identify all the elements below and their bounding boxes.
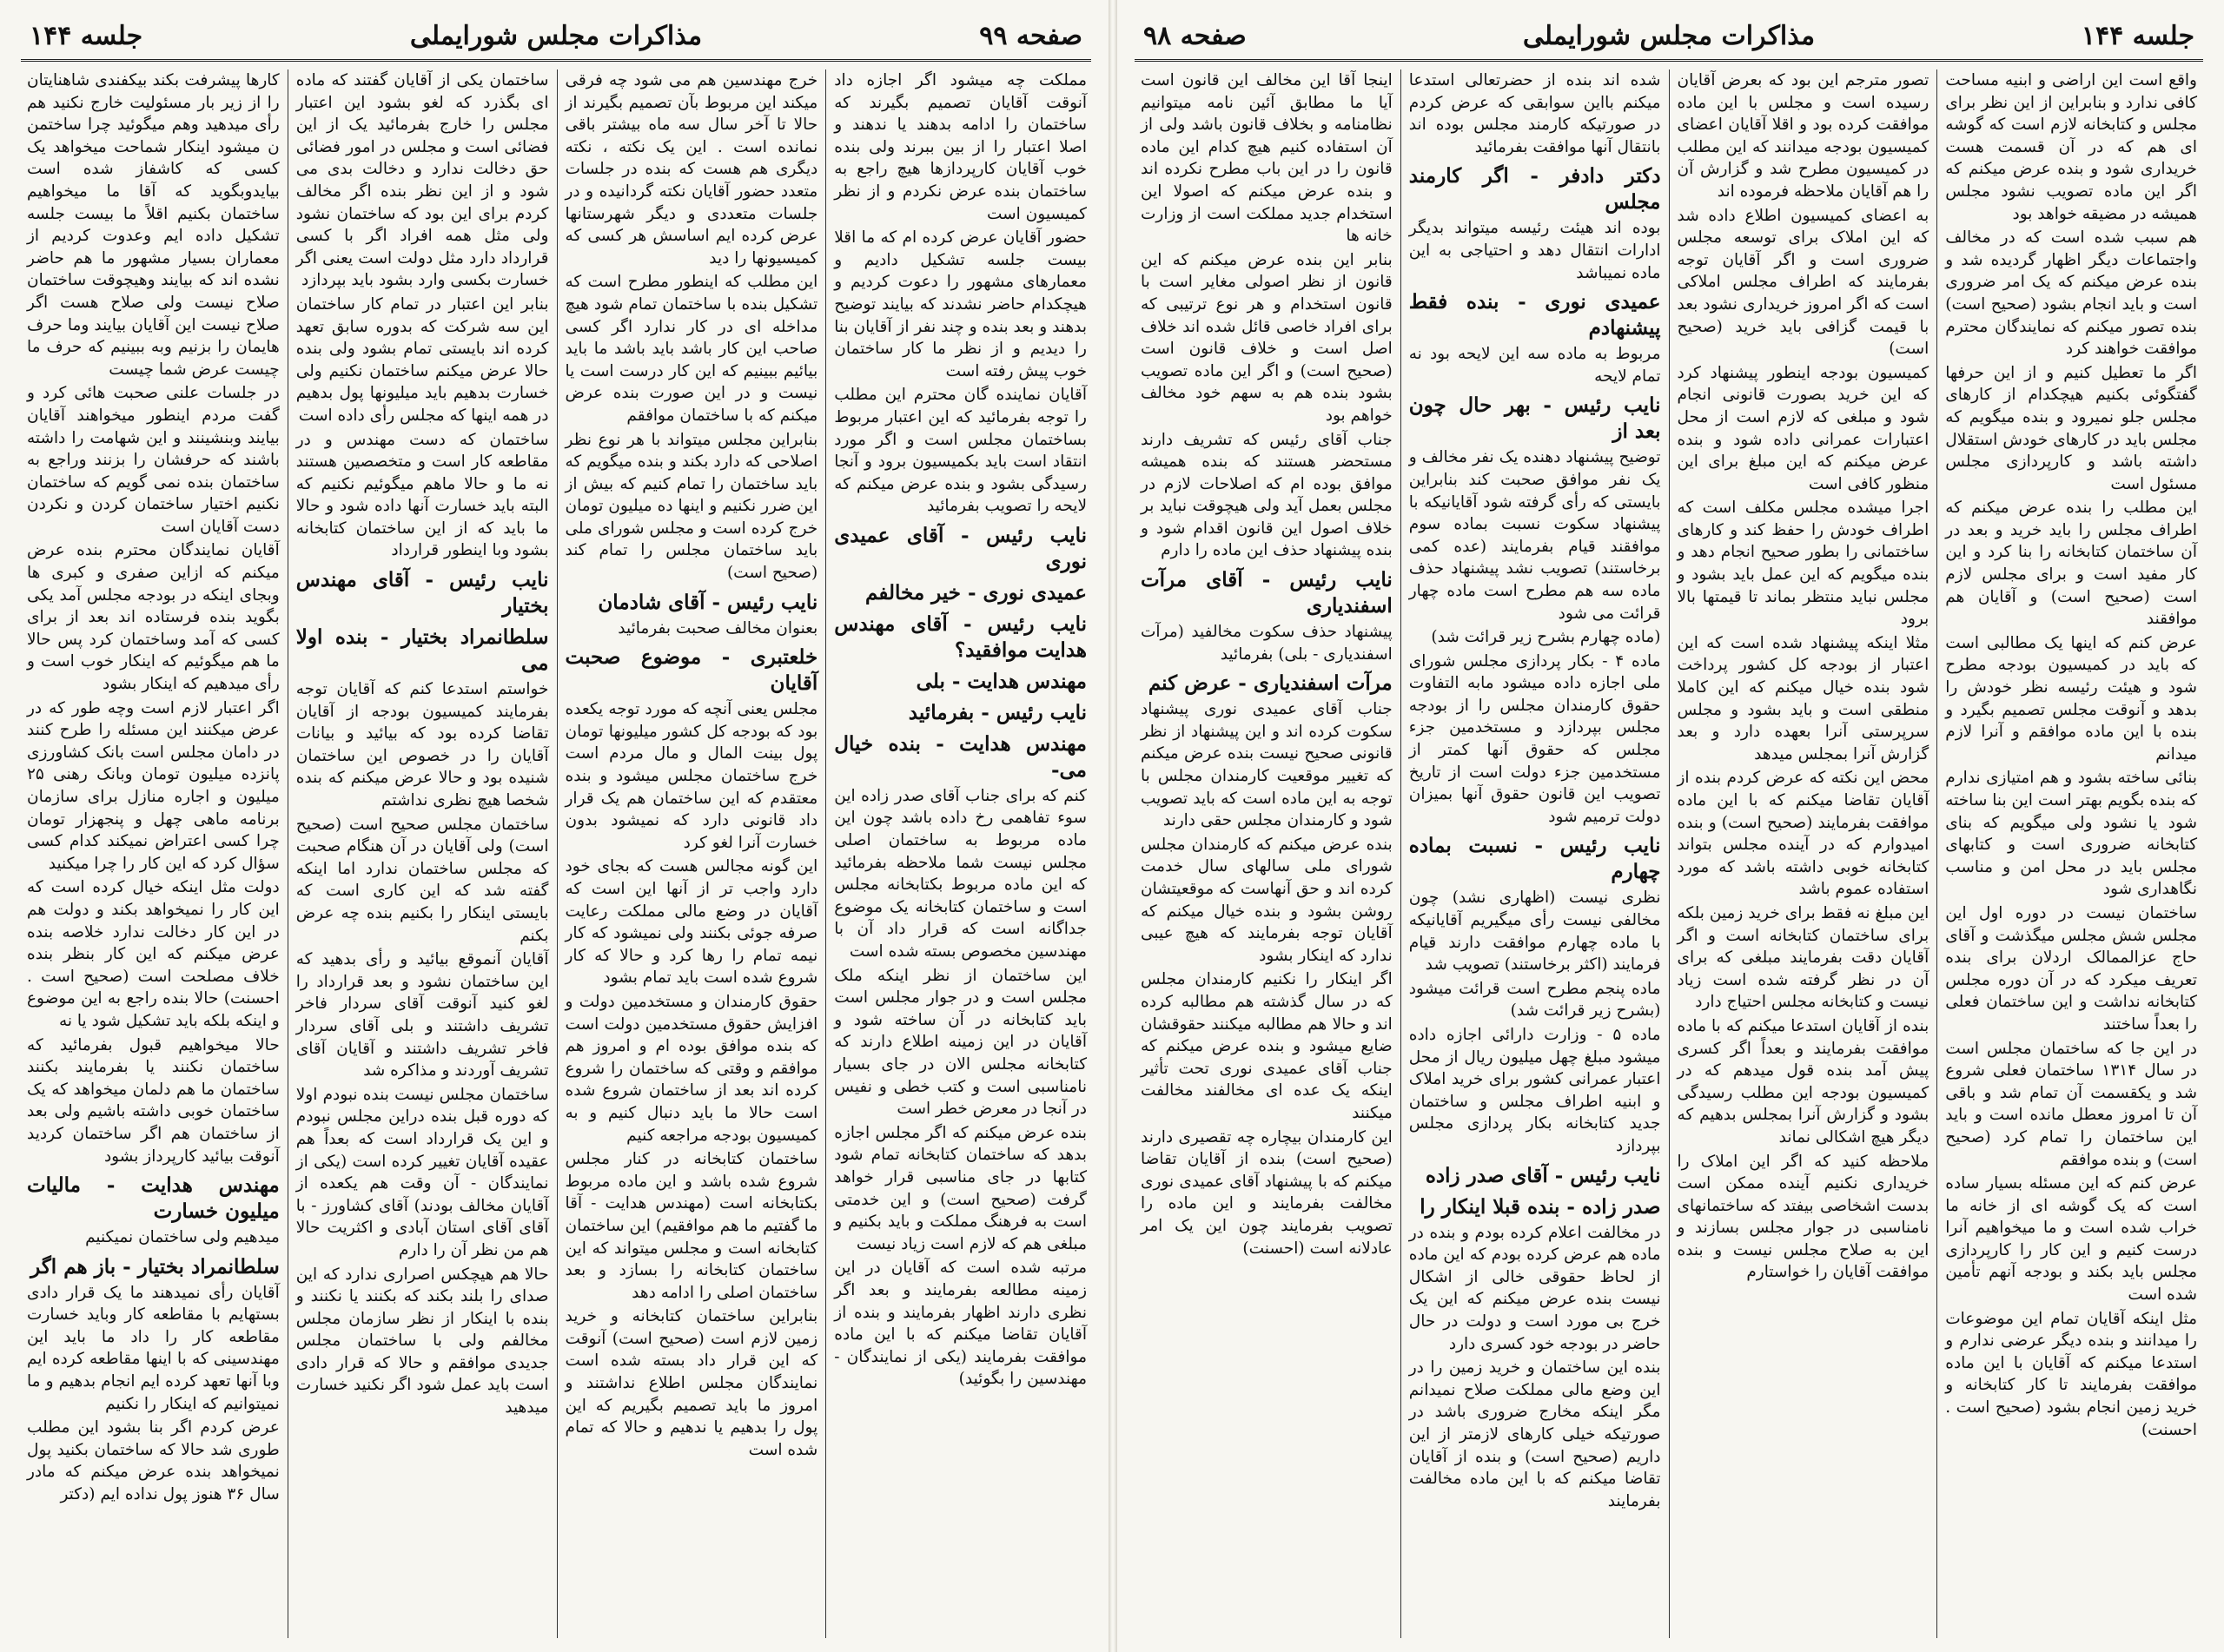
- paragraph: کمیسیون بودجه اینطور پیشنهاد کرد که این خرید بصورت قانونی انجام شود و مبلغی که لازم است از محل اعتبارات عمرانی داده شود و بنده عرض میکنم که این مبلغ برای این منظور کافی است: [1677, 363, 1929, 493]
- left-session-label: جلسه ۱۴۴: [30, 21, 143, 51]
- left-header-title: مذاکرات مجلس شورایملی: [409, 21, 703, 51]
- text-column: [288, 69, 557, 1638]
- paragraph: (ماده چهارم بشرح زیر قرائت شد): [1431, 628, 1661, 647]
- paragraph: شده اند بنده از حضرتعالی استدعا میکنم بااین سوابقی که عرض کردم در صورتیکه کارمند مجلس بوده اند بانتقال آنها موافقت بفرمائید: [1408, 71, 1661, 156]
- paragraph: بنده عرض میکنم که کارمندان مجلس شورای ملی سالهای سال خدمت کرده اند و حق آنهاست که موقعیتشان روشن بشود و بنده خیال میکنم که آقایان توجه بفرمایند که هیچ عیبی ندارد که اینکار بشود: [1141, 835, 1393, 965]
- left-columns: [19, 69, 1095, 1638]
- paragraph: مجلس یعنی آنچه که مورد توجه یکعده بود که بودجه کل کشور میلیونها تومان پول بینت المال و مال مردم است خرج ساختمان مجلس میشود و بنده معتقدم که این ساختمان هم یک قرار داد قانونی دارد که نمیشود بدون خسارت آنرا لغو کرد: [565, 700, 818, 852]
- paragraph: نظری نیست (اظهاری نشد) چون مخالفی نیست رأی میگیریم آقایانیکه با ماده چهارم موافقت دارند قیام فرمایند (اکثر برخاستند) تصویب شد: [1408, 889, 1661, 975]
- right-page-number: صفحه ۹۸: [1143, 21, 1247, 51]
- speaker-heading: صدر زاده - بنده قبلا اینکار را: [1420, 1194, 1661, 1219]
- paragraph: ساختمان یکی از آقایان گفتند که ماده ای بگذرد که لغو بشود این اعتبار مجلس را خارج بفرمائید یک از این فضائی است و مجلس در امور فضائی حق دخالت ندارد و دخالت بدی می شود و از این نظر بنده اگر مخالف کردم برای این بود که ساختمان نشود ولی مثل همه افراد اگر با کسی قرارداد دارد مثل دولت است یعنی اگر خسارت بکسی وارد بشود باید بپردازد: [295, 71, 549, 290]
- right-page: [1114, 0, 2224, 1652]
- paragraph: بنده این ساختمان و خرید زمین را در این وضع مالی مملکت صلاح نمیدانم مگر اینکه مخارج ضروری باشد در صورتیکه خیلی کارهای لازمتر از این داریم (صحیح است) و بنده از آقایان تقاضا میکنم که با این ماده مخالفت بفرمایند: [1408, 1358, 1661, 1510]
- paragraph: بوده اند هیئت رئیسه میتواند بدیگر ادارات انتقال دهد و احتیاجی به این ماده نمیباشد: [1408, 219, 1661, 282]
- paragraph: آقایان نمایندگان محترم بنده عرض میکنم که ازاین صفری و کبری ها وبجای اینکه در بودجه مجلس آمد یکی بگوید بنده فرستاده اند بعد از برای کسی که آمد وساختمان کرد پس حالا ما هم میگوئیم که اینکار خوب است و رأی میدهیم که اینکار بشود: [27, 541, 280, 694]
- paragraph: بنابر این اعتبار در تمام کار ساختمان این سه شرکت که بدوره سابق تعهد کرده اند بایستی تمام بشود ولی بنده حالا عرض میکنم ساختمان نکنیم ولی خسارت بدهیم باید میلیونها پول بدهیم در همه اینها که مجلس رأی داده است: [295, 294, 549, 425]
- paragraph: ماده ۵ - وزارت دارائی اجازه داده میشود مبلغ چهل میلیون ریال از محل اعتبار عمرانی کشور برای خرید املاک و ابنیه اطراف مجلس و ساختمان جدید کتابخانه بکار پردازی مجلس بپردازد: [1408, 1026, 1661, 1155]
- speaker-heading: نایب رئیس - آقای صدر زاده: [1425, 1163, 1661, 1187]
- paragraph: عرض کنم که اینها یک مطالبی است که باید در کمیسیون بودجه مطرح شود و هیئت رئیسه نظر خودش را بدهد و آنوقت مجلس تصمیم بگیرد و بنده با این ماده موافقم و آنرا لازم میدانم: [1945, 633, 2197, 763]
- paragraph: تصور مترجم این بود که بعرض آقایان رسیده است و مجلس با این ماده موافقت کرده بود و اقلا آقایان اعضای کمیسیون بودجه میدانند که این مطلب در کمیسیون مطرح شد و گزارش آن را هم آقایان ملاحظه فرموده اند: [1677, 71, 1929, 201]
- speaker-heading: نایب رئیس - بهر حال چون بعد از: [1408, 393, 1661, 444]
- paragraph: کارها پیشرفت بکند بیکفندی شاهنایتان را از زیر بار مسئولیت خارج نکنید هم رأی میدهید وهم میگوئید چرا ساختمن ن میشود اینکار شماحت میخواهد یک کسی که کاشفاز شده است بیایدوبگوید که آقا ما میخواهیم ساختمان بکنیم اقلاً ما بیست جلسه تشکیل داده ایم وعدوت کردیم از معماران بسیار مشهور ما هم حاضر نشده اند که بیایند وهیچوقت ساختمان صلاح نیست ولی صلاح هست اگر صلاح نیست این آقایان بیایند وما حرف هایمان را بزنیم وبه ببینیم که حرف ما چیست عرض شما چیست: [27, 71, 280, 379]
- paragraph: خواستم استدعا کنم که آقایان توجه بفرمایند کمیسیون بودجه از آقایان تقاضا کرده بود که بیائید و بیانات آقایان را در خصوص این ساختمان شنیده بود و حالا عرض میکنم که بنده شخصا هیچ نظری نداشتم: [295, 680, 549, 810]
- text-column: [825, 69, 1095, 1638]
- paragraph: این ساختمان از نظر اینکه ملک مجلس است و در جوار مجلس است باید کتابخانه در آن ساخته شود و آقایان در این زمینه اطلاع دارند که کتابخانه مجلس الان در جای بسیار نامناسبی است و کتب خطی و نفیس در آنجا در معرض خطر است: [834, 966, 1087, 1119]
- speaker-heading: مهندس هدایت - مالیات میلیون خسارت: [27, 1173, 280, 1224]
- paragraph: هم سبب شده است که در مخالف واجتماعات دیگر اظهار گردیده شد و بنده عرض میکنم که یک امر ضروری است و باید انجام بشود (صحیح است) بنده تصور میکنم که نمایندگان محترم موافقت خواهند کرد: [1945, 228, 2197, 359]
- speaker-heading: نایب رئیس - آقای عمیدی نوری: [834, 523, 1087, 573]
- paragraph: بنائی ساخته بشود و هم امتیازی ندارم که بنده بگویم بهتر است این بنا ساخته شود یا نشود ولی میگویم که بنای کتابخانه ضروری است و کتابهای مجلس باید در محل امن و مناسب نگاهداری شود: [1945, 769, 2197, 899]
- paragraph: اینجا آقا این مخالف این قانون است آیا ما مطابق آئین نامه میتوانیم نظامنامه و بخلاف قانون باشد ولی از آن استفاده کنیم هیچ کدام این ماده قانون را در این باب مطرح نکرده اند و بنده عرض میکنم که اصولا این استخدام جدید مملکت است از وزارت خانه ها: [1141, 71, 1393, 246]
- paragraph: عرض کردم اگر بنا بشود این مطلب طوری شد حالا که ساختمان بکنید پول نمیخواهد بنده عرض میکنم که مادر سال ۳۶ هنوز پول نداده ایم (دکتر: [27, 1418, 280, 1504]
- paragraph: بنده عرض میکنم که اگر مجلس اجازه بدهد که ساختمان کتابخانه تمام شود کتابها در جای مناسبی قرار خواهد گرفت (صحیح است) و این خدمتی است به فرهنگ مملکت و باید بکنیم و مبلغی هم که لازم است زیاد نیست: [834, 1123, 1087, 1253]
- paragraph: در این جا که ساختمان مجلس است در سال ۱۳۱۴ ساختمان فعلی شروع شد و یکقسمت آن تمام شد و باقی آن تا امروز معطل مانده است و باید این ساختمان را تمام کرد (صحیح است) و بنده موافقم: [1945, 1039, 2197, 1169]
- left-page-header: [21, 16, 1091, 62]
- text-column: [557, 69, 826, 1638]
- paragraph: ساختمان مجلس صحیح است (صحیح است) ولی آقایان در آن هنگام صحبت که مجلس ساختمان ندارد اما اینکه گفته شد که این کاری است که بایستی اینکار را بکنیم بنده چه عرض بکنم: [295, 815, 549, 945]
- paragraph: اگر ما تعطیل کنیم و از این حرفها گفتگوئی بکنیم هیچکدام از کارهای مجلس جلو نمیرود و بنده میگویم که مجلس باید در کارهای خودش استقلال داشته باشد و کارپردازی مجلس مسئول است: [1945, 363, 2197, 493]
- paragraph: این گونه مجالس هست که بجای خود دارد واجب تر از آنها این است که آقایان در وضع مالی مملکت رعایت صرفه جوئی بکنند ولی نمیشود که کار نیمه تمام را رها کرد و حالا که کار شروع شده است باید تمام بشود: [565, 857, 818, 988]
- paragraph: حضور آقایان عرض کرده ام که ما اقلا بیست جلسه تشکیل دادیم و معمارهای مشهور را دعوت کردیم و هیچکدام حاضر نشدند که بیایند توضیح بدهند و بعد بنده و چند نفر از آقایان بنا را دیدیم و از نظر ما کار ساختمان خوب پیش رفته است: [834, 228, 1087, 380]
- paragraph: عرض کنم که این مسئله بسیار ساده است که یک گوشه ای از خانه ما خراب شده است و ما میخواهیم آنرا درست کنیم و این کار را کارپردازی مجلس باید بکند و بودجه آنهم تأمین شده است: [1945, 1174, 2197, 1305]
- paragraph: ساختمان مجلس نیست بنده نبودم اولا که دوره قبل بنده دراین مجلس نبودم و این یک قرارداد است که بعداً هم عقیده آقایان تغییر کرده است (یکی از نمایندگان - آن وقت هم یکعده از آقایان مخالف بودند) آقای کشاورز - با آقای آقای استان آبادی و اکثریت حالا هم من نظر آن را دارم: [295, 1085, 549, 1259]
- paragraph: خرج مهندسین هم می شود چه فرقی میکند این مربوط بآن تصمیم بگیرند از حالا تا آخر سال سه ماه بیشتر باقی نمانده است . این یک نکته ، نکته دیگری هم هست که بنده در جلسات متعدد حضور آقایان نکته گردانیده و در جلسات متعددی و دیگر شهرستانها عرض کرده ایم اساسش هر کسی که کمیسیونها را دید: [565, 71, 818, 268]
- text-column: [1400, 69, 1669, 1638]
- speaker-heading: دکتر دادفر - اگر کارمند مجلس: [1408, 164, 1661, 215]
- text-column: [1669, 69, 1937, 1638]
- paragraph: ساختمان نیست در دوره اول این مجلس شش مجلس میگذشت و آقای حاج عزالممالک اردلان برای بنده تعریف میکرد که در آن دوره مجلس کتابخانه نداشت و این ساختمان فعلی را بعداً ساختند: [1945, 903, 2197, 1034]
- text-column: [1936, 69, 2205, 1638]
- speaker-heading: مهندس هدایت - بنده خیال می-: [834, 731, 1087, 782]
- paragraph: کنم که برای جناب آقای صدر زاده این سوء تفاهمی رخ داده باشد چون این ماده مربوط به ساختمان اصلی مجلس نیست شما ملاحظه بفرمائید که این ماده مربوط بکتابخانه مجلس است و ساختمان کتابخانه یک موضوع جداگانه است که قرار داد آن با مهندسین مخصوص بسته شده است: [834, 786, 1087, 961]
- paragraph: ساختمان کتابخانه در کنار مجلس شروع شده باشد و این ماده مربوط بکتابخانه است (مهندس هدایت - آقا ما گفتیم ما هم موافقیم) این ساختمان کتابخانه است و مجلس میتواند که این ساختمان کتابخانه را بسازد و بعد ساختمان اصلی را ادامه دهد: [565, 1150, 818, 1302]
- paragraph: به اعضای کمیسیون اطلاع داده شد که این املاک برای توسعه مجلس ضروری است و اگر آقایان توجه بفرمایند که اطراف مجلس املاکی است که اگر امروز خریداری نشود بعد با قیمت گزافی باید خرید (صحیح است): [1677, 206, 1929, 359]
- paragraph: محض این نکته که عرض کردم بنده از آقایان تقاضا میکنم که با این ماده موافقت بفرمایند (صحیح است) و بنده امیدوارم که در آینده مجلس بتواند کتابخانه خوبی داشته باشد که مورد استفاده عموم باشد: [1677, 769, 1929, 899]
- paragraph: این مطلب را بنده عرض میکنم که اطراف مجلس را باید خرید و بعد در آن ساختمان کتابخانه را بنا کرد و این کار مفید است و برای مجلس لازم است (صحیح است) و آقایان هم موافقند: [1945, 499, 2197, 629]
- paragraph: دولت مثل اینکه خیال کرده است که این کار را نمیخواهد بکند و دولت هم در این کار دخالت ندارد خلاصه بنده عرض میکنم که این کار بنظر بنده خلاف مصلحت است (صحیح است . احسنت) حالا بنده راجع به این موضوع و اینکه بلکه باید تشکیل شود یا نه: [27, 878, 280, 1030]
- paragraph: بنابراین ساختمان کتابخانه و خرید زمین لازم است (صحیح است) آنوقت که این قرار داد بسته شده است نمایندگان مجلس اطلاع نداشتند و امروز ما باید تصمیم بگیریم که این پول را بدهیم یا ندهیم و حالا که تمام شده است: [565, 1307, 818, 1459]
- paragraph: آقایان نماینده گان محترم این مطلب را توجه بفرمائید که این اعتبار مربوط بساختمان مجلس است و اگر مورد انتقاد است باید بکمیسیون برود و آنجا رسیدگی بشود و بنده عرض میکنم که لایحه را تصویب بفرمائید: [834, 386, 1087, 516]
- right-page-header: [1135, 16, 2203, 62]
- paragraph: مربوط به ماده سه این لایحه بود نه تمام لایحه: [1408, 345, 1661, 386]
- right-header-title: مذاکرات مجلس شورایملی: [1522, 21, 1816, 51]
- paragraph: ملاحظه کنید که اگر این املاک را خریداری نکنیم آینده ممکن است بدست اشخاصی بیفتد که ساختمانهای نامناسبی در جوار مجلس بسازند و این به صلاح مجلس نیست و بنده موافقت آقایان را خواستارم: [1677, 1152, 1929, 1282]
- paragraph: اگر اینکار را نکنیم کارمندان مجلس که در سال گذشته هم مطالبه کرده اند و حالا هم مطالبه میکنند حقوقشان ضایع میشود و بنده عرض میکنم که جناب آقای عمیدی نوری تحت تأثیر اینکه یک عده ای مخالفند مخالفت میکنند: [1141, 970, 1393, 1122]
- paragraph: میدهیم ولی ساختمان نمیکنیم: [85, 1228, 280, 1247]
- right-columns: [1133, 69, 2205, 1638]
- speaker-heading: سلطانمراد بختیار - بنده اولا می: [295, 625, 549, 676]
- speaker-heading: سلطانمراد بختیار - باز هم اگر: [30, 1254, 280, 1279]
- paragraph: در مخالفت اعلام کرده بودم و بنده در ماده هم عرض کرده بودم که این ماده از لحاظ حقوقی خالی از اشکال نیست بنده عرض میکنم که این یک خرج بی مورد است و دولت در حال حاضر در بودجه خود کسری دارد: [1408, 1223, 1661, 1353]
- paragraph: اجرا میشده مجلس مکلف است که اطراف خودش را حفظ کند و کارهای ساختمانی را بطور صحیح انجام دهد و بنده میگویم که این عمل باید بشود و مجلس نباید منتظر بماند تا قیمتها بالا برود: [1677, 499, 1929, 629]
- paragraph: پیشنهاد حذف سکوت مخالفید (مرآت اسفندیاری - بلی) بفرمائید: [1141, 623, 1393, 664]
- speaker-heading: نایب رئیس - بفرمائید: [908, 700, 1087, 724]
- speaker-heading: نایب رئیس - نسبت بماده چهارم: [1408, 834, 1661, 884]
- paragraph: ماده پنجم مطرح است قرائت میشود (بشرح زیر قرائت شد): [1408, 979, 1661, 1021]
- speaker-heading: نایب رئیس - آقای مهندس هدایت موافقید؟: [834, 611, 1087, 662]
- left-page-number: صفحه ۹۹: [979, 21, 1082, 51]
- paragraph: در جلسات علنی صحبت هائی کرد و گفت مردم اینطور میخواهند آقایان بیایند وبنشینند و این شهامت را داشته باشند که حرفشان را بزنند وراجع به ساختمان بنده نمی گویم که ساختمان نکنیم اختیار ساختمان کردن و نکردن دست آقایان است: [27, 384, 280, 536]
- paragraph: این مبلغ نه فقط برای خرید زمین بلکه برای ساختمان کتابخانه است و اگر آقایان دقت بفرمایند مبلغی که برای آن در نظر گرفته شده است زیاد نیست و کتابخانه مجلس احتیاج دارد: [1677, 903, 1929, 1012]
- paragraph: بنده از آقایان استدعا میکنم که با ماده موافقت بفرمایند و بعداً اگر کسری پیش آمد بنده قول میدهم که در کمیسیون بودجه این مطلب رسیدگی بشود و گزارش آنرا بمجلس بدهیم که دیگر هیچ اشکالی نماند: [1677, 1016, 1929, 1146]
- paragraph: توضیح پیشنهاد دهنده یک نفر مخالف و یک نفر موافق صحبت کند بنابراین بایستی که رأی گرفته شود آقایانیکه با پیشنهاد سکوت نسبت بماده سوم موافقند قیام بفرمایند (عده کمی برخاستند) تصویب نشد پیشنهاد حذف ماده سه هم مطرح است ماده چهار قرائت می شود: [1408, 448, 1661, 623]
- paragraph: مثل اینکه آقایان تمام این موضوعات را میدانند و بنده دیگر عرضی ندارم و استدعا میکنم که آقایان با این ماده موافقت بفرمایند تا کار کتابخانه و خرید زمین انجام بشود (صحیح است . احسنت): [1945, 1309, 2197, 1439]
- paragraph: این کارمندان بیچاره چه تقصیری دارند (صحیح است) بنده از آقایان تقاضا میکنم که با پیشنهاد آقای عمیدی نوری مخالفت بفرمایند و این ماده را تصویب بفرمایند چون این یک امر عادلانه است (احسنت): [1141, 1127, 1393, 1258]
- paragraph: جناب آقای رئیس که تشریف دارند مستحضر هستند که بنده همیشه موافق بوده ام که اصلاحات لازم در مجلس بعمل آید ولی هیچوقت نباید بر خلاف اصول این قانون اقدام شود و بنده پیشنهاد حذف این ماده را دارم: [1141, 430, 1393, 560]
- right-session-label: جلسه ۱۴۴: [2081, 21, 2194, 51]
- paragraph: حالا میخواهیم قبول بفرمائید که ساختمان نکنند یا بفرمایند بکنند ساختمان ما هم دلمان میخواهد که یک ساختمان خوبی داشته باشیم ولی بعد از ساختمان هم اگر ساختمان کردید آنوقت بیائید کارپرداز بشود: [27, 1035, 280, 1166]
- paragraph: بنابراین مجلس میتواند با هر نوع نظر اصلاحی که دارد بکند و بنده میگویم که باید ساختمان را تمام کنیم که بیش از این ضرر نکنیم و اینها ده میلیون تومان خرج کرده است و مجلس شورای ملی باید ساختمان مجلس را تمام کند (صحیح است): [565, 430, 818, 583]
- text-column: [19, 69, 288, 1638]
- paragraph: حالا هم هیچکس اصراری ندارد که این صدای را بلند بکند که بکنند یا نکنند و بنده با اینکار از نظر سازمان مجلس مخالفم ولی با ساختمان مجلس جدیدی موافقم و حالا که قرار دادی است باید عمل شود اگر نکنید خسارت میدهید: [295, 1265, 549, 1417]
- speaker-heading: مهندس هدایت - بلی: [916, 669, 1087, 693]
- paragraph: آقایان آنموقع بیائید و رأی بدهید که این ساختمان نشود و بعد قرارداد را لغو کنید آنوقت آقای سردار فاخر تشریف داشتند و بلی آقای سردار فاخر تشریف داشتند و آقایان آقای تشریف آوردند و مذاکره شد: [295, 950, 549, 1080]
- speaker-heading: نایب رئیس - آقای مهندس بختیار: [295, 568, 549, 618]
- paragraph: مثلا اینکه پیشنهاد شده است که این اعتبار از بودجه کل کشور پرداخت شود بنده خیال میکنم که این کاملا منطقی است و باید بشود و مجلس سرپرستی آنرا بعهده دارد و بعد گزارش آنرا بمجلس میدهد: [1677, 633, 1929, 763]
- speaker-heading: مرآت اسفندیاری - عرض کنم: [1148, 671, 1393, 696]
- paragraph: واقع است این اراضی و ابنیه مساحت کافی ندارد و بنابراین از این نظر برای مجلس و کتابخانه لازم است که گوشه ای هم که در آن قسمت هست خریداری شود و بنده عرض میکنم که اگر این ماده تصویب نشود مجلس همیشه در مضیقه خواهد بود: [1945, 71, 2197, 223]
- paragraph: آقایان رأی نمیدهند ما یک قرار دادی بستهایم با مقاطعه کار وباید خسارت مقاطعه کار را داد ما باید این مهندسینی که با اینها مقاطعه کرده ایم وبا آنها تعهد کرده ایم انجام بدهیم و ما نمیتوانیم که اینکار را نکنیم: [27, 1283, 280, 1413]
- page-gutter: [1109, 0, 1117, 1652]
- paragraph: بعنوان مخالف صحبت بفرمائید: [618, 618, 818, 638]
- paragraph: ساختمان که دست مهندس و در مقاطعه کار است و متخصصین هستند نه ما و حالا ماهم میگوئیم نکنیم که البته باید خسارت آنها داده شود و حالا ما باید که از این ساختمان کتابخانه بشود وبا اینطور قرارداد: [295, 430, 549, 560]
- paragraph: حقوق کارمندان و مستخدمین دولت و افزایش حقوق مستخدمین دولت است که بنده موافق بوده ام و امروز هم موافقم و وقتی که ساختمان را شروع کرده اند بعد از ساختمان شروع شده است حالا ما باید دنبال کنیم و به کمیسیون بودجه مراجعه کنیم: [565, 992, 818, 1145]
- speaker-heading: نایب رئیس - آقای شادمان: [598, 590, 818, 614]
- paragraph: مرتبه شده است که آقایان در این زمینه مطالعه بفرمایند و بعد اگر نظری دارند اظهار بفرمایند و بنده از آقایان تقاضا میکنم که با این ماده موافقت بفرمایند (یکی از نمایندگان - مهندسین را بگوئید): [834, 1259, 1087, 1389]
- text-column: [1133, 69, 1400, 1638]
- paragraph: مملکت چه میشود اگر اجازه داد آنوقت آقایان تصمیم بگیرند که ساختمان را ادامه بدهند یا ندهند و اصلا اعتبار را از بین ببرند ولی بنده خوب آقایان کارپردازها هیچ راجع به ساختمان بنده عرض نکردم و از نظر کمیسیون است: [834, 71, 1087, 223]
- paragraph: بنابر این بنده عرض میکنم که این قانون از نظر اصولی مغایر است با قانون استخدام و هر نوع ترتیبی که برای افراد خاصی قائل شده اند خلاف اصل است و خلاف قانون است (صحیح است) و اگر این ماده تصویب بشود بنده هم به سهم خود مخالف خواهم بود: [1141, 250, 1393, 425]
- speaker-heading: خلعتبری - موضوع صحبت آقایان: [565, 645, 818, 696]
- paragraph: جناب آقای عمیدی نوری پیشنهاد سکوت کرده اند و این پیشنهاد از نظر قانونی صحیح نیست بنده عرض میکنم که تغییر موقعیت کارمندان مجلس با توجه به این ماده است که باید تصویب شود و کارمندان مجلس حقی دارند: [1141, 700, 1393, 830]
- paragraph: ماده ۴ - بکار پردازی مجلس شورای ملی اجازه داده میشود مابه التفاوت حقوق کارمندان مجلس را از بودجه مجلس بپردازد و مستخدمین جزء مجلس که حقوق آنها کمتر از مستخدمین جزء دولت است از تاریخ تصویب این قانون حقوق آنها بمیزان دولت ترمیم شود: [1408, 651, 1661, 826]
- paragraph: اگر اعتبار لازم است وچه طور که در عرض میکنند این مسئله را طرح کنند در دامان مجلس است بانک کشاورزی پانزده میلیون تومان وبانک رهنی ۲۵ میلیون و اجاره منازل برای سازمان برنامه ماهی چهل و پنجهزار تومان چرا کسی اعتراض نمیکند کدام کسی سؤال کرد که این کار را چرا میکنید: [27, 698, 280, 873]
- speaker-heading: عمیدی نوری - بنده فقط پیشنهادم: [1408, 290, 1661, 340]
- speaker-heading: عمیدی نوری - خیر مخالفم: [865, 580, 1087, 605]
- speaker-heading: نایب رئیس - آقای مرآت اسفندیاری: [1141, 568, 1393, 618]
- paragraph: این مطلب که اینطور مطرح است که تشکیل بنده با ساختمان تمام شود هیچ مداخله ای در کار ندارد اگر کسی صاحب این کار باشد باید باشد ما باید بیائیم ببینیم که این کار درست است یا نیست و در این صورت بنده عرض میکنم که با ساختمان موافقم: [565, 273, 818, 425]
